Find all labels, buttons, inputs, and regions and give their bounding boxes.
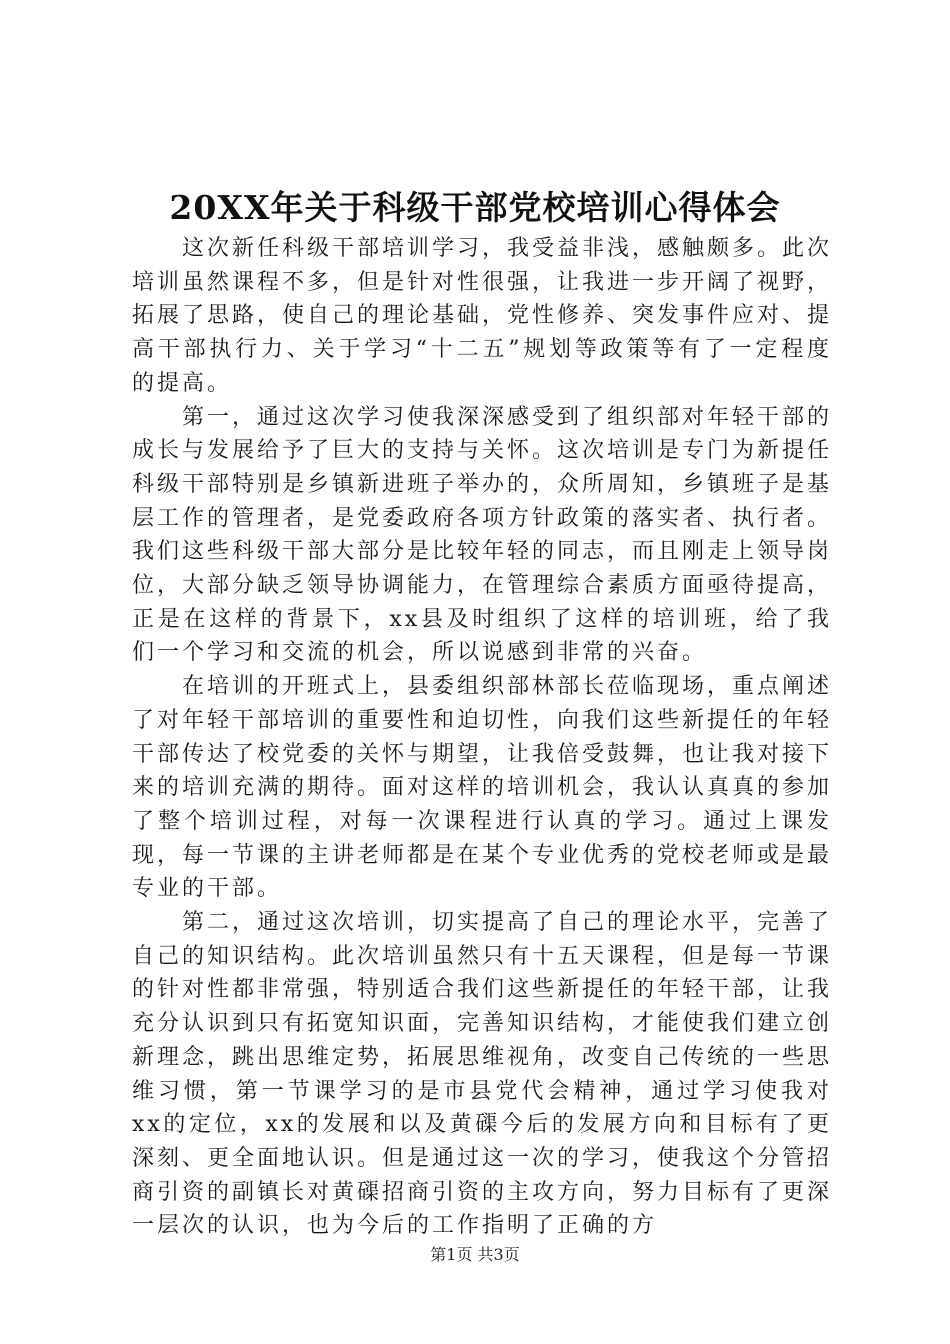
paragraph-1: 这次新任科级干部培训学习，我受益非浅，感触颇多。此次培训虽然课程不多，但是针对性很强，让我进一步开阔了视野，拓展了思路，使自己的理论基础，党性修养、突发事件应对、提高干部执行力、关于学习“十二五”规划等政策等有了一定程度的提高。 xyxy=(132,236,833,396)
paragraph-4: 第二，通过这次培训，切实提高了自己的理论水平，完善了自己的知识结构。此次培训虽然只有十五天课程，但是每一节课的针对性都非常强，特别适合我们这些新提任的年轻干部，让我充分认识到只有拓宽知识面，完善知识结构，才能使我们建立创新理念，跳出思维定势，拓展思维视角，改变自己传统的一些思维习惯，第一节课学习的是市县党代会精神，通过学习使我对xx的定位，xx的发展和以及黄磲今后的发展方向和目标有了更深刻、更全面地认识。但是通过这一次的学习，使我这个分管招商引资的副镇长对黄磲招商引资的主攻方向，努力目标有了更深一层次的认识，也为今后的工作指明了正确的方 xyxy=(132,910,833,1239)
paragraph-3: 在培训的开班式上，县委组织部林部长莅临现场，重点阐述了对年轻干部培训的重要性和迫切性，向我们这些新提任的年轻干部传达了校党委的关怀与期望，让我倍受鼓舞，也让我对接下来的培训充满的期待。面对这样的培训机会，我认认真真的参加了整个培训过程，对每一次课程进行认真的学习。通过上课发现，每一节课的主讲老师都是在某个专业优秀的党校老师或是最专业的干部。 xyxy=(132,674,833,902)
document-body xyxy=(132,232,832,1243)
page-footer: 第1页 共3页 xyxy=(430,1245,520,1264)
paragraph-2: 第一，通过这次学习使我深深感受到了组织部对年轻干部的成长与发展给予了巨大的支持与关怀。这次培训是专门为新提任科级干部特别是乡镇新进班子举办的，众所周知，乡镇班子是基层工作的管理者，是党委政府各项方针政策的落实者、执行者。我们这些科级干部大部分是比较年轻的同志，而且刚走上领导岗位，大部分缺乏领导协调能力，在管理综合素质方面亟待提高，正是在这样的背景下，xx县及时组织了这样的培训班，给了我们一个学习和交流的机会，所以说感到非常的兴奋。 xyxy=(132,404,833,666)
document-title: 20XX年关于科级干部党校培训心得体会 xyxy=(169,188,781,227)
